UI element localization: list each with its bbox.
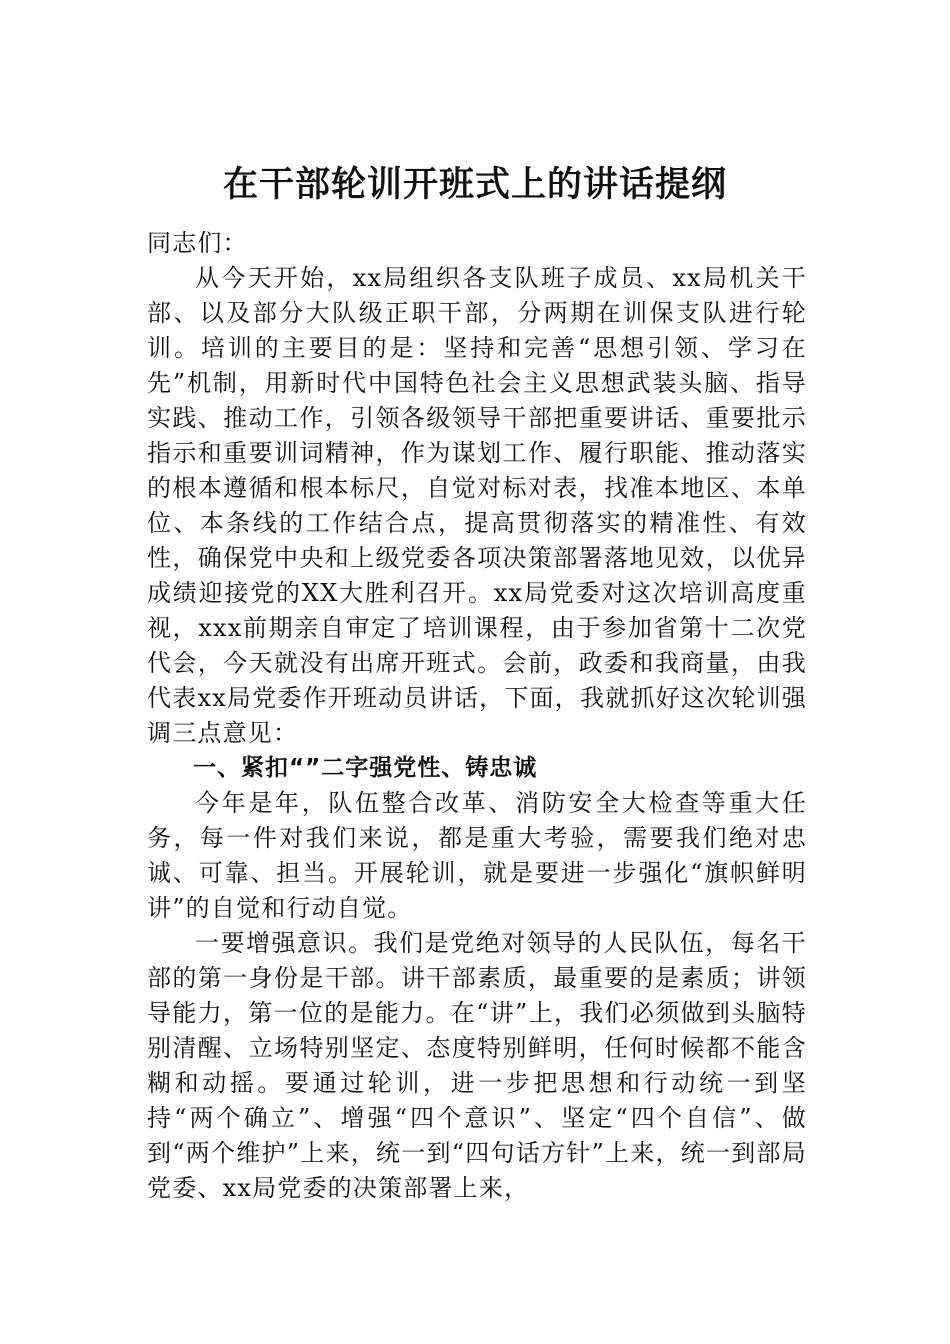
document-body [147, 226, 807, 1206]
greeting: 同志们： [147, 229, 248, 257]
intro-paragraph: 从今天开始，xx局组织各支队班子成员、xx局机关干部、以及部分大队级正职干部，分两期在训保支队进行轮训。培训的主要目的是：坚持和完善“思想引领、学习在先”机制，用新时代中国特色社会主义思想武装头脑、指导实践、推动工作，引领各级领导干部把重要讲话、重要批示指示和重要训词精神，作为谋划工作、履行职能、推动落实的根本遵循和根本标尺，自觉对标对表，找准本地区、本单位、本条线的工作结合点，提高贯彻落实的精准性、有效性，确保党中央和上级党委各项决策部署落地见效，以优异成绩迎接党的XX大胜利召开。xx局党委对这次培训高度重视，xxx前期亲自审定了培训课程，由于参加省第十二次党代会，今天就没有出席开班式。会前，政委和我商量，由我代表xx局党委作开班动员讲话，下面，我就抓好这次轮训强调三点意见： [147, 264, 807, 747]
section-heading-1: 一、紧扣“”二字强党性、铸忠诚 [193, 755, 538, 781]
section1-paragraph: 今年是年，队伍整合改革、消防安全大检查等重大任务，每一件对我们来说，都是重大考验，需要我们绝对忠诚、可靠、担当。开展轮训，就是要进一步强化“旗帜鲜明讲”的自觉和行动自觉。 [147, 789, 807, 922]
document-title: 在干部轮训开班式上的讲话提纲 [222, 164, 727, 205]
section1-paragraph: 一要增强意识。我们是党绝对领导的人民队伍，每名干部的第一身份是干部。讲干部素质，最重要的是素质；讲领导能力，第一位的是能力。在“讲”上，我们必须做到头脑特别清醒、立场特别坚定、态度特别鲜明，任何时候都不能含糊和动摇。要通过轮训，进一步把思想和行动统一到坚持“两个确立”、增强“四个意识”、坚定“四个自信”、做到“两个维护”上来，统一到“四句话方针”上来，统一到部局党委、xx局党委的决策部署上来， [147, 929, 807, 1202]
